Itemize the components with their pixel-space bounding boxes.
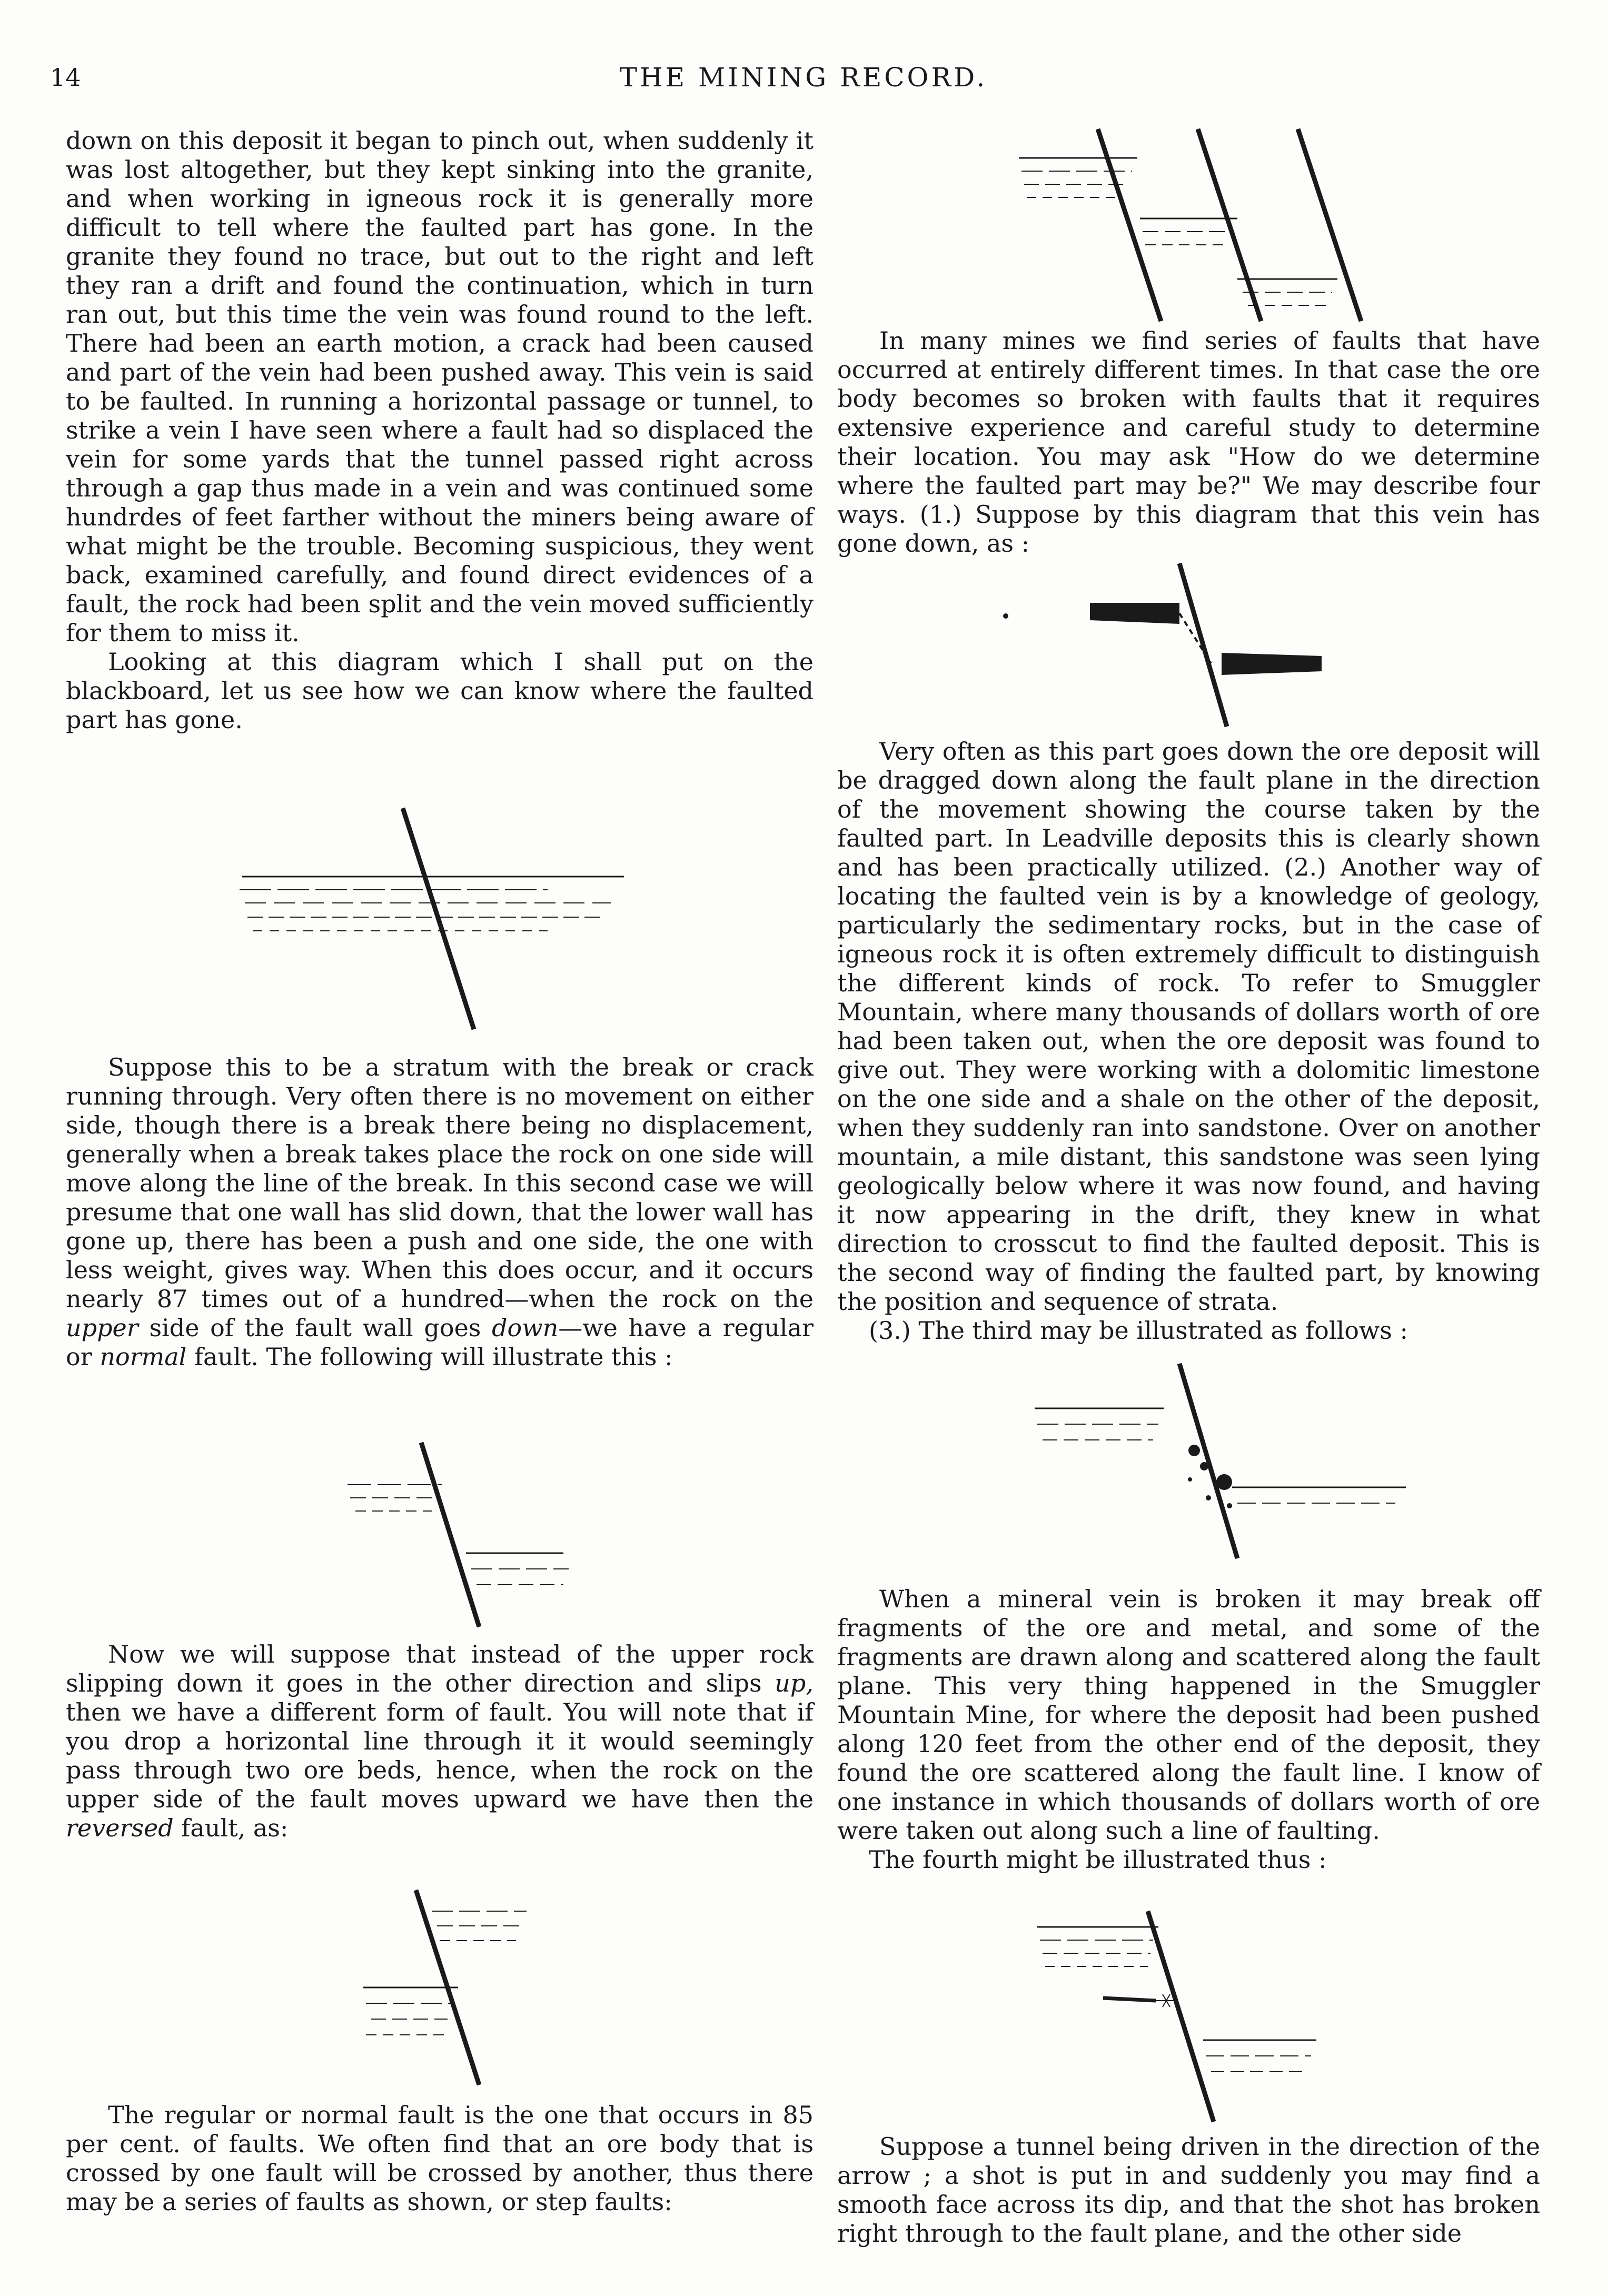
left-paragraph-5: The regular or normal fault is the one that occurs in 85 per cent. of faults. We often find that an ore body that is crossed by one fault will be crossed by another, thus there may be a series of faults as shown, or step faults: bbox=[66, 2101, 814, 2216]
right-text-lower bbox=[837, 1585, 1540, 1874]
running-head: THE MINING RECORD. bbox=[619, 62, 988, 93]
left-paragraph-3: Suppose this to be a stratum with the break or crack running through. Very often there is no movement on either side, though there is a break there being no displacement, generally when a break takes place the rock on one side will move along the line of the break. In this second case we will presume that one wall has slid down, that the lower wall has gone up, there has been a push and one side, the one with less weight, gives way. When this does occur, and it occurs nearly 87 times out of a hundred—when the rock on the upper side of the fault wall goes down—we have a regular or normal fault. The following will illustrate this : bbox=[66, 1053, 814, 1371]
figure-reversed-fault bbox=[348, 1885, 600, 2090]
figure-normal-fault bbox=[337, 1432, 590, 1632]
right-paragraph-3: (3.) The third may be illustrated as follows : bbox=[869, 1316, 1408, 1345]
left-text-lower bbox=[66, 1640, 814, 1843]
figure-tunnel-arrow bbox=[1021, 1906, 1401, 2127]
figure-vein-dragged-down bbox=[990, 558, 1337, 737]
right-paragraph-6: Suppose a tunnel being driven in the direction of the arrow ; a shot is put in and suddenly you may find a smooth face across its dip, and that the shot has broken right through to the fault plane, and the other side bbox=[837, 2132, 1540, 2248]
right-paragraph-5: The fourth might be illustrated thus : bbox=[869, 1845, 1327, 1874]
figure-step-faults bbox=[1011, 126, 1432, 347]
left-paragraph-1: down on this deposit it began to pinch out, when suddenly it was lost altogether, but they kept sinking into the granite, and when working in igneous rock it is generally more difficult to tell where the faulted part has gone. In the granite they found no trace, but out to the right and left they ran a drift and found the continuation, which in turn ran out, but this time the vein was found round to the left. There had been an earth motion, a crack had been caused and part of the vein had been pushed away. This vein is said to be faulted. In running a horizontal passage or tunnel, to strike a vein I have seen where a fault had so displaced the vein for some yards that the tunnel passed right across through a gap thus made in a vein and was continued some hundrdes of feet farther without the miners being aware of what might be the trouble. Becoming suspicious, they went back, examined carefully, and found direct evidences of a fault, the rock had been split and the vein moved sufficiently for them to miss it. bbox=[66, 126, 814, 647]
left-paragraph-4: Now we will suppose that instead of the upper rock slipping down it goes in the other direction and slips up, then we have a different form of fault. You will note that if you drop a horizontal line through it it would seemingly pass through two ore beds, hence, when the rock on the upper side of the fault moves upward we have then the reversed fault, as: bbox=[66, 1640, 814, 1842]
left-paragraph-2: Looking at this diagram which I shall put on the blackboard, let us see how we can know where the faulted part has gone. bbox=[66, 648, 814, 734]
page-number: 14 bbox=[50, 63, 81, 92]
right-paragraph-2: Very often as this part goes down the ore deposit will be dragged down along the fault plane in the direction of the movement showing the course taken by the faulted part. In Leadville deposits this is clearly shown and has been practically utilized. (2.) Another way of locating the faulted vein is by a knowledge of geology, particularly the sedimentary rocks, but in the case of igneous rock it is often extremely difficult to distinguish the different kinds of rock. To refer to Smuggler Mountain, where many thousands of dollars worth of ore had been taken out, when the ore deposit was found to give out. They were working with a dolomitic limestone on the one side and a shale on the other of the deposit, when they suddenly ran into sandstone. Over on another mountain, a mile distant, this sandstone was seen lying geologically below where it was now found, and having it now appearing in the drift, they knew in what direction to crosscut to find the faulted deposit. This is the second way of finding the faulted part, by knowing the position and sequence of strata. bbox=[837, 737, 1540, 1316]
left-text-middle bbox=[66, 1053, 814, 1371]
right-text-bottom bbox=[837, 2132, 1540, 2248]
left-text-bottom bbox=[66, 2101, 814, 2217]
right-text-top bbox=[837, 326, 1540, 558]
right-text-middle bbox=[837, 737, 1540, 1345]
figure-stratum-with-crack bbox=[232, 806, 632, 1037]
right-paragraph-4: When a mineral vein is broken it may break off fragments of the ore and metal, and some of the fragments are drawn along and scattered along the fault plane. This very thing happened in the Smuggler Mountain Mine, for where the deposit had been pushed along 120 feet from the other end of the deposit, they found the ore scattered along the fault line. I know of one instance in which thousands of dollars worth of ore were taken out along such a line of faulting. bbox=[837, 1585, 1540, 1845]
right-paragraph-1: In many mines we find series of faults that have occurred at entirely different times. In that case the ore body becomes so broken with faults that it requires extensive experience and careful study to determine their location. You may ask "How do we determine where the faulted part may be?" We may describe four ways. (1.) Suppose by this diagram that this vein has gone down, as : bbox=[837, 326, 1540, 558]
figure-scattered-fragments bbox=[1027, 1358, 1427, 1569]
left-text-top bbox=[66, 126, 814, 734]
